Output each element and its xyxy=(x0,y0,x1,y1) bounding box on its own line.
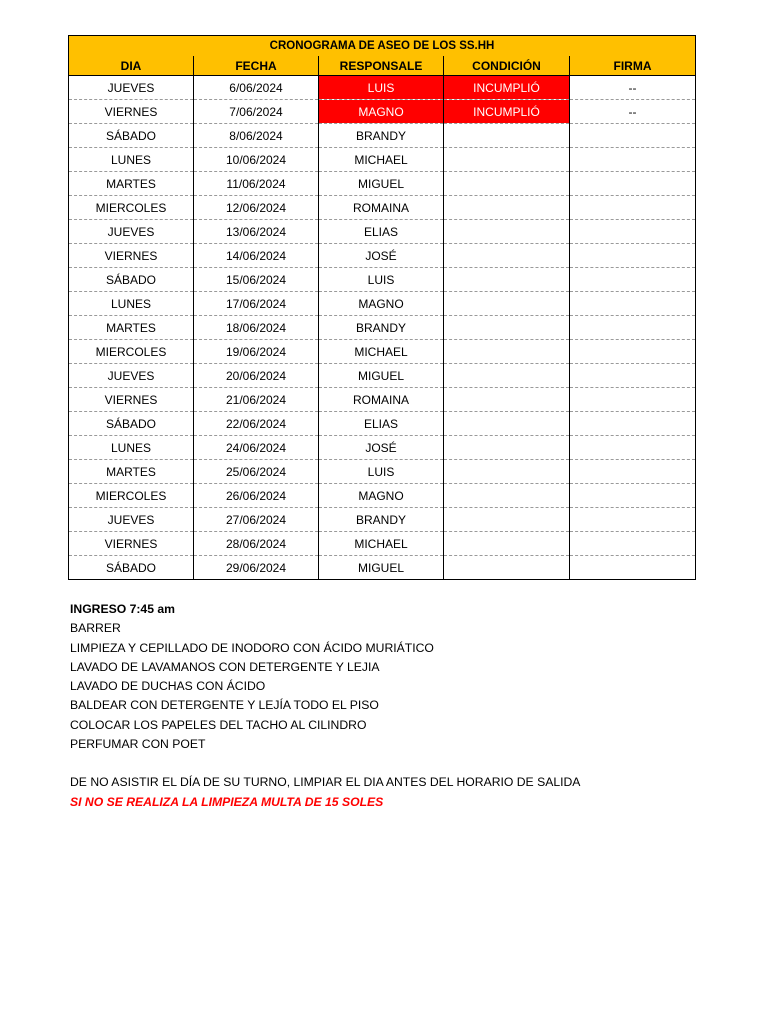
header-row xyxy=(69,56,696,76)
cell-firma xyxy=(570,484,696,508)
column-header-responsable: RESPONSALE xyxy=(319,56,444,76)
cell-dia: SÁBADO xyxy=(69,268,194,292)
cell-firma xyxy=(570,244,696,268)
cell-fecha: 21/06/2024 xyxy=(194,388,319,412)
cell-dia: SÁBADO xyxy=(69,124,194,148)
cell-responsable: JOSÉ xyxy=(319,244,444,268)
cell-condicion xyxy=(444,196,570,220)
absence-rule: DE NO ASISTIR EL DÍA DE SU TURNO, LIMPIAR EL DIA ANTES DEL HORARIO DE SALIDA xyxy=(70,775,581,790)
cell-condicion: INCUMPLIÓ xyxy=(444,76,570,100)
schedule-title: CRONOGRAMA DE ASEO DE LOS SS.HH xyxy=(69,36,696,57)
cleaning-step: PERFUMAR CON POET xyxy=(70,737,206,752)
column-header-dia: DIA xyxy=(69,56,194,76)
cell-condicion xyxy=(444,220,570,244)
cell-fecha: 27/06/2024 xyxy=(194,508,319,532)
cleaning-step: LAVADO DE LAVAMANOS CON DETERGENTE Y LEJIA xyxy=(70,659,380,674)
cell-fecha: 26/06/2024 xyxy=(194,484,319,508)
cell-responsable: ROMAINA xyxy=(319,388,444,412)
cell-responsable: MIGUEL xyxy=(319,172,444,196)
table-row xyxy=(69,220,696,244)
cell-dia: VIERNES xyxy=(69,100,194,124)
cell-fecha: 7/06/2024 xyxy=(194,100,319,124)
cell-condicion xyxy=(444,532,570,556)
entry-time: INGRESO 7:45 am xyxy=(70,602,175,616)
cell-fecha: 13/06/2024 xyxy=(194,220,319,244)
cell-firma xyxy=(570,220,696,244)
cell-dia: MIERCOLES xyxy=(69,484,194,508)
schedule-table xyxy=(68,35,696,580)
cell-firma xyxy=(570,196,696,220)
cell-responsable: BRANDY xyxy=(319,508,444,532)
table-row xyxy=(69,412,696,436)
cell-condicion xyxy=(444,172,570,196)
cell-fecha: 19/06/2024 xyxy=(194,340,319,364)
cell-firma: -- xyxy=(570,100,696,124)
cell-dia: MIERCOLES xyxy=(69,196,194,220)
cell-condicion xyxy=(444,268,570,292)
cell-fecha: 8/06/2024 xyxy=(194,124,319,148)
cell-dia: JUEVES xyxy=(69,508,194,532)
table-row xyxy=(69,172,696,196)
cell-firma xyxy=(570,316,696,340)
cell-fecha: 29/06/2024 xyxy=(194,556,319,580)
cell-condicion: INCUMPLIÓ xyxy=(444,100,570,124)
cell-responsable: MIGUEL xyxy=(319,364,444,388)
cell-condicion xyxy=(444,148,570,172)
cell-dia: VIERNES xyxy=(69,532,194,556)
cell-firma xyxy=(570,340,696,364)
cell-firma xyxy=(570,364,696,388)
cell-firma xyxy=(570,388,696,412)
cell-condicion xyxy=(444,460,570,484)
cell-fecha: 24/06/2024 xyxy=(194,436,319,460)
cleaning-step: COLOCAR LOS PAPELES DEL TACHO AL CILINDRO xyxy=(70,717,367,732)
cell-fecha: 15/06/2024 xyxy=(194,268,319,292)
cell-responsable: MAGNO xyxy=(319,100,444,124)
cell-firma xyxy=(570,148,696,172)
cell-condicion xyxy=(444,484,570,508)
table-row xyxy=(69,268,696,292)
cell-condicion xyxy=(444,124,570,148)
cell-dia: SÁBADO xyxy=(69,556,194,580)
cleaning-step: BALDEAR CON DETERGENTE Y LEJÍA TODO EL PISO xyxy=(70,698,379,713)
cleaning-step: BARRER xyxy=(70,621,121,636)
table-row xyxy=(69,148,696,172)
table-row xyxy=(69,532,696,556)
cell-fecha: 11/06/2024 xyxy=(194,172,319,196)
table-row xyxy=(69,244,696,268)
cell-dia: LUNES xyxy=(69,292,194,316)
table-row xyxy=(69,508,696,532)
table-row xyxy=(69,436,696,460)
cell-firma xyxy=(570,436,696,460)
cell-responsable: JOSÉ xyxy=(319,436,444,460)
cell-firma xyxy=(570,268,696,292)
cell-responsable: MICHAEL xyxy=(319,532,444,556)
table-row xyxy=(69,340,696,364)
cell-responsable: BRANDY xyxy=(319,316,444,340)
cell-dia: JUEVES xyxy=(69,76,194,100)
cell-condicion xyxy=(444,508,570,532)
cleaning-step: LIMPIEZA Y CEPILLADO DE INODORO CON ÁCIDO MURIÁTICO xyxy=(70,640,434,655)
table-row xyxy=(69,484,696,508)
cell-dia: MARTES xyxy=(69,316,194,340)
table-row xyxy=(69,364,696,388)
cell-fecha: 28/06/2024 xyxy=(194,532,319,556)
column-header-condicion: CONDICIÓN xyxy=(444,56,570,76)
cell-responsable: LUIS xyxy=(319,460,444,484)
cell-condicion xyxy=(444,364,570,388)
cell-condicion xyxy=(444,388,570,412)
cell-dia: VIERNES xyxy=(69,388,194,412)
cell-responsable: LUIS xyxy=(319,268,444,292)
cell-fecha: 22/06/2024 xyxy=(194,412,319,436)
column-header-fecha: FECHA xyxy=(194,56,319,76)
cell-firma xyxy=(570,124,696,148)
table-row xyxy=(69,460,696,484)
table-row xyxy=(69,76,696,100)
cell-firma xyxy=(570,412,696,436)
cell-firma xyxy=(570,172,696,196)
cell-responsable: MICHAEL xyxy=(319,148,444,172)
cell-fecha: 17/06/2024 xyxy=(194,292,319,316)
cell-fecha: 10/06/2024 xyxy=(194,148,319,172)
cell-dia: LUNES xyxy=(69,436,194,460)
cell-dia: MARTES xyxy=(69,172,194,196)
cell-responsable: MAGNO xyxy=(319,292,444,316)
cleaning-schedule xyxy=(68,35,695,580)
cell-responsable: ELIAS xyxy=(319,220,444,244)
cell-firma xyxy=(570,508,696,532)
cleaning-steps xyxy=(70,619,710,754)
cell-responsable: LUIS xyxy=(319,76,444,100)
cell-dia: MARTES xyxy=(69,460,194,484)
cell-dia: SÁBADO xyxy=(69,412,194,436)
cell-firma xyxy=(570,460,696,484)
cell-fecha: 18/06/2024 xyxy=(194,316,319,340)
cell-fecha: 14/06/2024 xyxy=(194,244,319,268)
table-row xyxy=(69,556,696,580)
title-row xyxy=(69,36,696,57)
cell-dia: VIERNES xyxy=(69,244,194,268)
cell-responsable: ROMAINA xyxy=(319,196,444,220)
cell-responsable: MICHAEL xyxy=(319,340,444,364)
cell-firma xyxy=(570,532,696,556)
cell-condicion xyxy=(444,340,570,364)
cell-condicion xyxy=(444,412,570,436)
cell-dia: JUEVES xyxy=(69,364,194,388)
table-row xyxy=(69,316,696,340)
cell-condicion xyxy=(444,556,570,580)
cell-condicion xyxy=(444,292,570,316)
cell-fecha: 12/06/2024 xyxy=(194,196,319,220)
table-row xyxy=(69,100,696,124)
cell-firma xyxy=(570,292,696,316)
cleaning-step: LAVADO DE DUCHAS CON ÁCIDO xyxy=(70,679,266,694)
cell-fecha: 25/06/2024 xyxy=(194,460,319,484)
table-row xyxy=(69,388,696,412)
table-row xyxy=(69,292,696,316)
cell-dia: MIERCOLES xyxy=(69,340,194,364)
cell-condicion xyxy=(444,316,570,340)
column-header-firma: FIRMA xyxy=(570,56,696,76)
cell-firma xyxy=(570,556,696,580)
cell-dia: JUEVES xyxy=(69,220,194,244)
cell-responsable: ELIAS xyxy=(319,412,444,436)
cell-condicion xyxy=(444,436,570,460)
cell-fecha: 6/06/2024 xyxy=(194,76,319,100)
cell-firma: -- xyxy=(570,76,696,100)
cell-responsable: MIGUEL xyxy=(319,556,444,580)
cell-responsable: MAGNO xyxy=(319,484,444,508)
cell-responsable: BRANDY xyxy=(319,124,444,148)
table-row xyxy=(69,196,696,220)
table-row xyxy=(69,124,696,148)
cell-dia: LUNES xyxy=(69,148,194,172)
cell-fecha: 20/06/2024 xyxy=(194,364,319,388)
penalty-notice: SI NO SE REALIZA LA LIMPIEZA MULTA DE 15 SOLES xyxy=(70,794,384,809)
instructions xyxy=(70,600,710,812)
cell-condicion xyxy=(444,244,570,268)
